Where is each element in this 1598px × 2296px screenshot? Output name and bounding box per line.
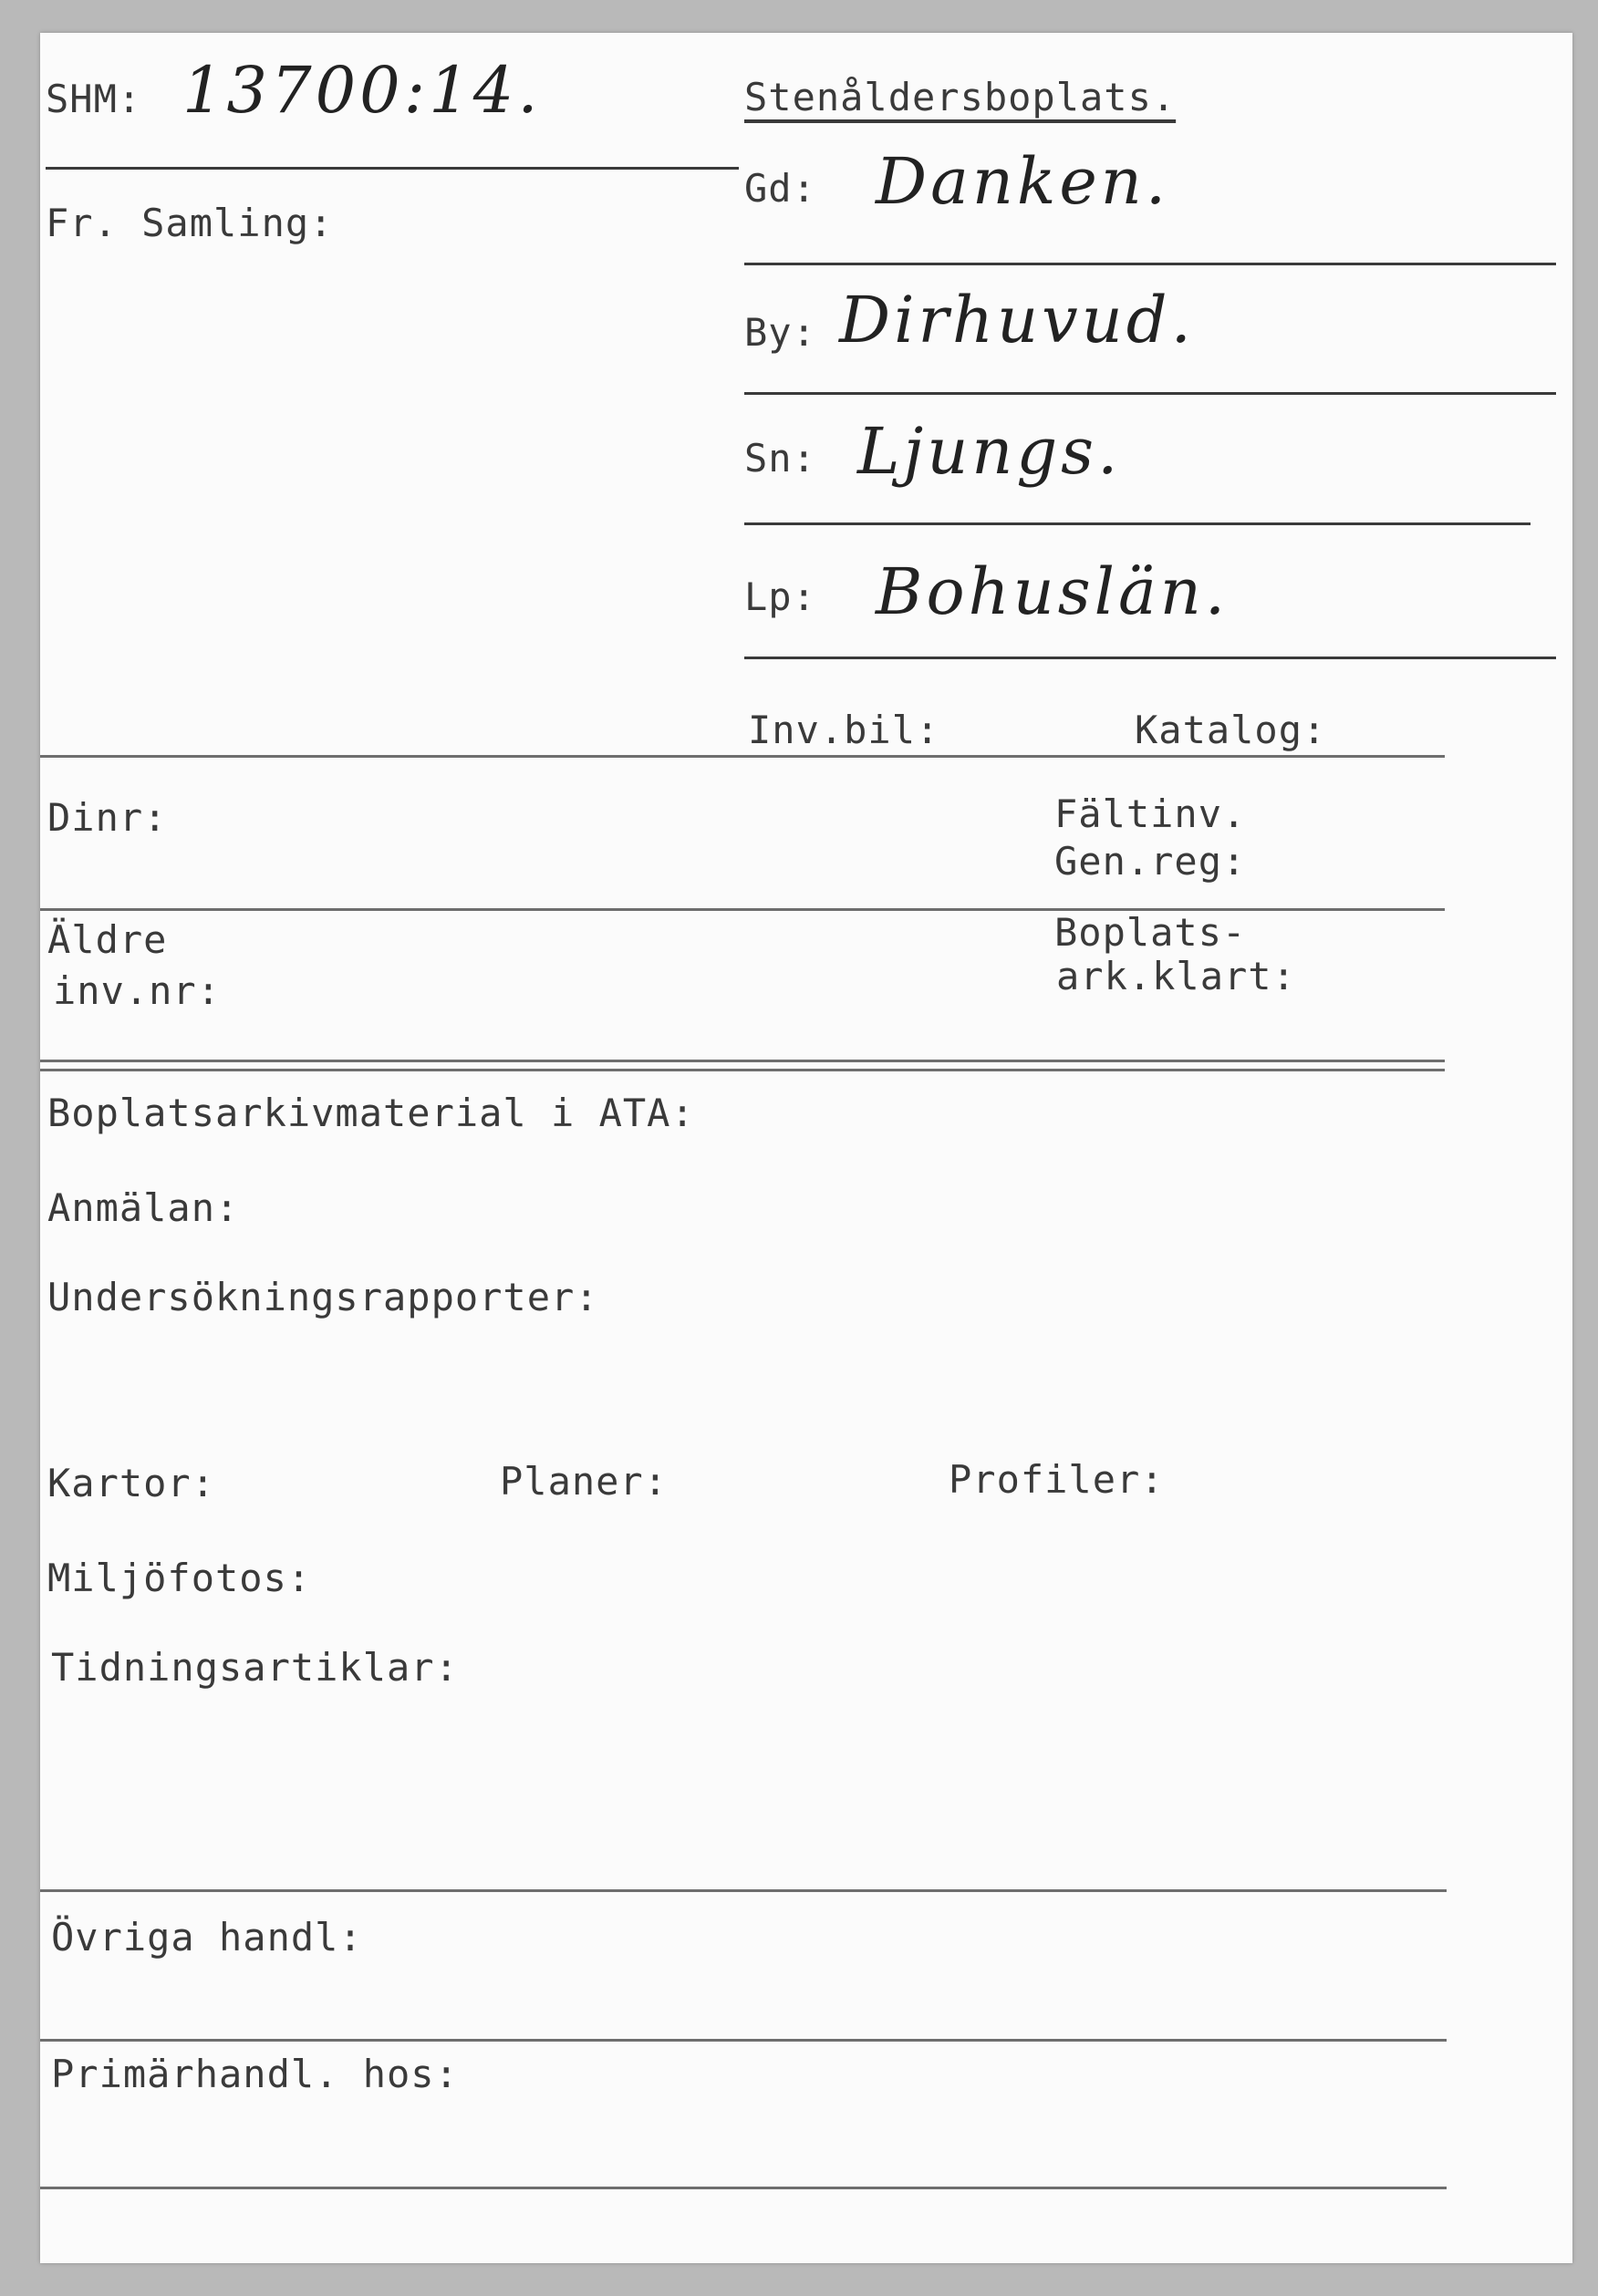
lp-value-handwritten: Bohuslän. [876, 554, 1230, 629]
by-value-handwritten: Dirhuvud. [839, 283, 1195, 357]
divider-gd [744, 263, 1556, 265]
shm-label: SHM: [46, 77, 142, 121]
divider-tidning [40, 1889, 1447, 1892]
sn-value-handwritten: Ljungs. [857, 414, 1122, 489]
faltinv-label: Fältinv. [1054, 791, 1247, 836]
kartor-label: Kartor: [47, 1461, 216, 1505]
divider-primar [40, 2187, 1447, 2189]
double-divider-bottom [40, 1069, 1445, 1071]
genreg-label: Gen.reg: [1054, 839, 1247, 884]
sn-label: Sn: [744, 436, 816, 481]
card-title: Stenåldersboplats. [744, 75, 1177, 119]
divider-ovriga [40, 2039, 1447, 2042]
invnr-label: inv.nr: [53, 968, 222, 1013]
boplatsarkiv-label: Boplatsarkivmaterial i ATA: [47, 1091, 695, 1135]
invbil-label: Inv.bil: [748, 708, 940, 752]
divider-by [744, 392, 1556, 395]
miljofotos-label: Miljöfotos: [47, 1556, 312, 1600]
divider-inv [40, 755, 1445, 758]
double-divider-top [40, 1060, 1445, 1062]
profiler-label: Profiler: [949, 1457, 1165, 1502]
primar-label: Primärhandl. hos: [51, 2052, 459, 2096]
ovriga-label: Övriga handl: [51, 1915, 363, 1960]
gd-value-handwritten: Danken. [876, 144, 1170, 219]
planer-label: Planer: [500, 1459, 669, 1504]
dinr-label: Dinr: [47, 795, 168, 840]
arkklart-label: ark.klart: [1056, 954, 1296, 998]
divider-lp [744, 657, 1556, 659]
boplats-label: Boplats- [1054, 910, 1247, 955]
aldre-label: Äldre [47, 917, 168, 962]
shm-value-handwritten: 13700:14. [182, 53, 542, 128]
divider-sn [744, 522, 1531, 525]
divider-shm [46, 167, 739, 170]
tidning-label: Tidningsartiklar: [51, 1645, 459, 1690]
by-label: By: [744, 310, 816, 355]
undersokning-label: Undersökningsrapporter: [47, 1275, 599, 1319]
anmalan-label: Anmälan: [47, 1185, 240, 1230]
lp-label: Lp: [744, 574, 816, 619]
gd-label: Gd: [744, 166, 816, 211]
samling-label: Fr. Samling: [46, 201, 334, 245]
katalog-label: Katalog: [1135, 708, 1327, 752]
